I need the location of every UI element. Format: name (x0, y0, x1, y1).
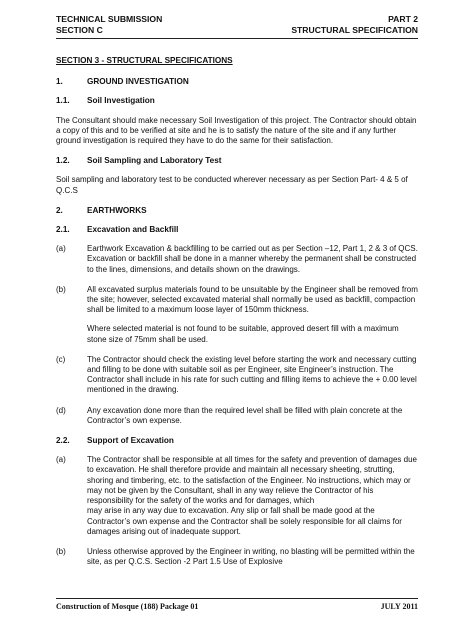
heading-number: 2. (56, 205, 63, 215)
list-item-2-2-a (56, 455, 418, 537)
heading-number: 2.1. (56, 225, 70, 235)
footer-divider (56, 598, 418, 599)
section-title: SECTION 3 - STRUCTURAL SPECIFICATIONS (56, 56, 233, 65)
heading-number: 1. (56, 77, 63, 87)
heading-excavation-backfill (56, 225, 418, 235)
header-title: TECHNICAL SUBMISSION (56, 14, 163, 24)
heading-text: Excavation and Backfill (87, 225, 179, 235)
heading-text: GROUND INVESTIGATION (87, 77, 189, 87)
list-item-2-1-b (56, 285, 418, 345)
item-text: The Contractor should check the existing level before starting the work and necessary cutting and filling to be done with suitable soil as per Engineer, site Engineer’s instruction. The Contractor shall include in his rate for such cutting and filling items to achieve the + 0.00 level mentioned in the drawing. (87, 354, 417, 395)
item-label: (a) (56, 244, 66, 254)
header-row-1 (56, 14, 418, 25)
heading-text: EARTHWORKS (87, 205, 147, 215)
header-divider (56, 38, 418, 39)
footer-project: Construction of Mosque (188) Package 01 (56, 602, 199, 611)
item-text: Unless otherwise approved by the Engineer in writing, no blasting will be permitted within the site, as per Q.C.S. Section -2 Part 1.5 Use of Explosive (87, 546, 415, 567)
item-label: (b) (56, 284, 66, 294)
header-spec: STRUCTURAL SPECIFICATION (291, 25, 418, 35)
item-text: All excavated surplus materials found to be unsuitable by the Engineer shall be removed from the site; however, selected excavated material shall normally be used as backfill, compaction shall be limited to a maximum loose layer of 150mm thickness. (87, 284, 418, 315)
item-label: (d) (56, 405, 66, 415)
item-text: Earthwork Excavation & backfilling to be carried out as per Section –12, Part 1, 2 & 3 of QCS. Excavation or backfill shall be done in a manner whereby the permanent shall be constructed to the lines, dimensions, and details shown on the drawings. (87, 244, 418, 274)
heading-soil-sampling (56, 156, 418, 166)
header-row-2 (56, 25, 418, 36)
item-label: (c) (56, 354, 66, 364)
header-section: SECTION C (56, 25, 103, 35)
paragraph-soil-sampling: Soil sampling and laboratory test to be conducted wherever necessary as per Section Part- 4 & 5 of Q.C.S (56, 175, 408, 195)
paragraph-soil-investigation: The Consultant should make necessary Soil Investigation of this project. The Contractor should obtain a copy of this and to be verified at site and he is to satisfy the nature of the site and if any further ground investigation is required they have to do the same for their satisfaction. (56, 115, 417, 146)
document-body (56, 56, 418, 577)
heading-support-excavation (56, 436, 418, 446)
heading-ground-investigation (56, 77, 418, 87)
header-part: PART 2 (388, 14, 418, 24)
heading-number: 2.2. (56, 436, 70, 446)
item-text: Any excavation done more than the required level shall be filled with plain concrete at the Contractor’s own expense. (87, 405, 403, 425)
heading-text: Soil Investigation (87, 96, 155, 106)
list-item-2-2-b (56, 547, 418, 567)
heading-text: Soil Sampling and Laboratory Test (87, 156, 222, 166)
item-label: (a) (56, 455, 66, 465)
heading-number: 1.2. (56, 156, 70, 166)
list-item-2-1-a (56, 244, 418, 275)
item-text-continued: Where selected material is not found to be suitable, approved desert fill with a maximum stone size of 75mm shall be used. (87, 324, 399, 344)
list-item-2-1-c (56, 355, 418, 396)
footer-date: JULY 2011 (380, 602, 418, 611)
item-text-continued: may arise in any way due to excavation. Any slip or fall shall be made good at the Contractor’s own expense and the Contractor shall be solely responsible for all claims for damages arising out of inadequate support. (87, 506, 402, 536)
heading-earthworks (56, 206, 418, 216)
item-label: (b) (56, 546, 66, 556)
heading-text: Support of Excavation (87, 436, 174, 446)
heading-number: 1.1. (56, 96, 70, 106)
footer (56, 602, 418, 611)
list-item-2-1-d (56, 406, 418, 426)
heading-soil-investigation (56, 96, 418, 106)
item-text: The Contractor shall be responsible at all times for the safety and prevention of damages due to excavation. He shall therefore provide and maintain all necessary sheeting, strutting, shoring and timbering, etc. to the satisfaction of the Engineer. No instructions, which may or may not be given by the Consultant, shall in any way relieve the Contractor of his responsibility for the safety of the works and for damages, which (87, 455, 417, 506)
